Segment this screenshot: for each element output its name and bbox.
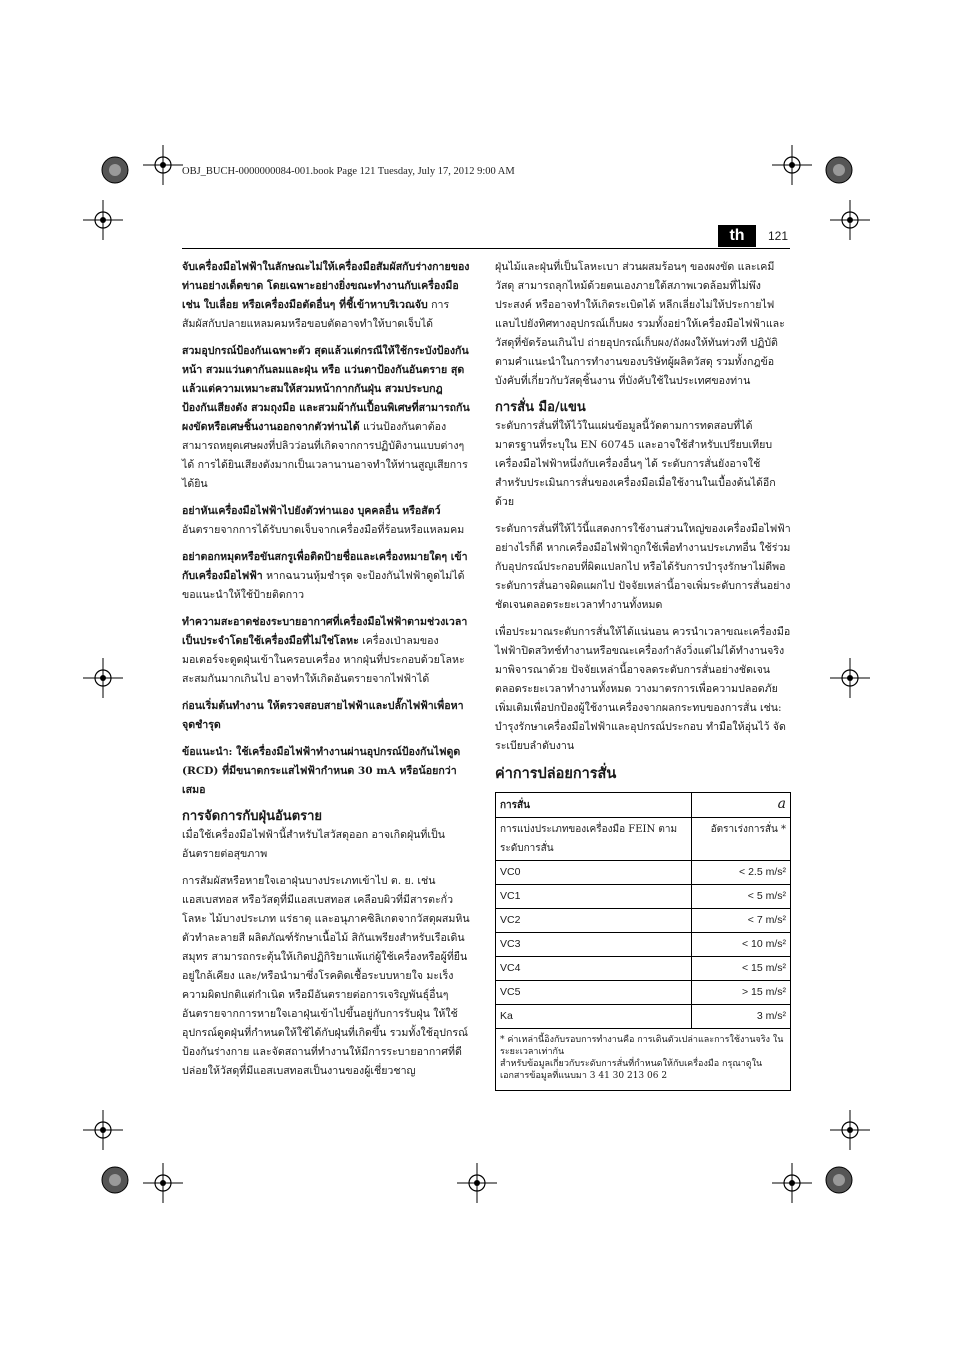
- table-row: [496, 1029, 791, 1091]
- table-desc-value: อัตราเร่งการสั่น *: [692, 818, 791, 861]
- table-head-label: การสั่น: [496, 793, 692, 818]
- paragraph: [182, 502, 472, 540]
- paragraph: [182, 743, 472, 800]
- table-cell-value: < 10 m/s²: [692, 933, 791, 957]
- table-footnote: [496, 1029, 791, 1091]
- registration-mark-icon: [83, 658, 123, 698]
- color-bar-circle-icon: [825, 156, 853, 184]
- color-bar-circle-icon: [101, 156, 129, 184]
- table-row: [496, 885, 791, 909]
- right-column: [495, 258, 791, 1091]
- paragraph: เพื่อประมาณระดับการสั่นให้ได้แน่นอน ควรนำเวลาขณะเครื่องมือไฟฟ้าปิดสวิทช์ทำงานหรือขณะเครื่องกำลังวิ่งแต่ไม่ได้ทำงานจริงมาพิจารณาด้วย ปัจจัยเหล่านี้อาจลดระดับการสั่นอย่างชัดเจนตลอดระยะเวลาทำงานทั้งหมด วางมาตรการเพื่อความปลอดภัยเพิ่มเติมเพื่อปกป้องผู้ใช้งานเครื่องจากผลกระทบของการสั่น เช่น: บำรุงรักษาเครื่องมือไฟฟ้าและอุปกรณ์ประกอบ ทำมือให้อุ่นไว้ จัดระเบียบลำดับงาน: [495, 626, 791, 752]
- footnote-line: สำหรับข้อมูลเกี่ยวกับระดับการสั่นที่กำหนดให้กับเครื่องมือ กรุณาดูในเอกสารข้อมูลที่แนบมา 3 41 30 213 06 2: [500, 1059, 763, 1081]
- table-row: [496, 818, 791, 861]
- table-cell-class: VC2: [496, 909, 692, 933]
- section-heading-emission: ค่าการปล่อยการสั่น: [495, 765, 617, 782]
- vibration-table: [495, 792, 791, 1091]
- bold-text: สวมอุปกรณ์ป้องกันเฉพาะตัว สุดแล้วแต่กรณีให้ใช้กระบังป้องกันหน้า สวมแว่นตากันลมและฝุ่น หรือ แว่นตาป้องกันอันตราย สุดแล้วแต่ความเหมาะสมให้สวมหน้ากากกันฝุ่น สวมประบกฎป้องกันเสียงดัง สวมถุงมือ และสวมผ้ากันเปื้อนพิเศษที่สามารถกันผงขัดหรือเศษชิ้นงานออกจากตัวท่านได้: [182, 345, 470, 433]
- body-text: อันตรายจากการได้รับบาดเจ็บจากเครื่องมือที่ร้อนหรือแหลมคม: [182, 524, 465, 536]
- table-cell-value: > 15 m/s²: [692, 981, 791, 1005]
- table-cell-class: VC1: [496, 885, 692, 909]
- paragraph: [182, 342, 472, 494]
- bold-text: ก่อนเริ่มต้นทำงาน ให้ตรวจสอบสายไฟฟ้าและปลั๊กไฟฟ้าเพื่อหาจุดชำรุด: [182, 700, 464, 731]
- paragraph: [182, 548, 472, 605]
- table-row: [496, 981, 791, 1005]
- table-cell-class: VC5: [496, 981, 692, 1005]
- table-cell-value: < 2.5 m/s²: [692, 861, 791, 885]
- table-row: [496, 861, 791, 885]
- table-row: [496, 1005, 791, 1029]
- color-bar-circle-icon: [101, 1166, 129, 1194]
- paragraph: เมื่อใช้เครื่องมือไฟฟ้านี้สำหรับไสวัสดุออก อาจเกิดฝุ่นที่เป็นอันตรายต่อสุขภาพ: [182, 829, 445, 860]
- paragraph: [182, 613, 472, 689]
- bold-text: อย่าหันเครื่องมือไฟฟ้าไปยังตัวท่านเอง บุคคลอื่น หรือสัตว์: [182, 505, 441, 517]
- paragraph: ฝุ่นไม้และฝุ่นที่เป็นโลหะเบา ส่วนผสมร้อนๆ ของผงขัด และเคมีวัสดุ สามารถลุกไหม้ด้วยตนเองภายใต้สภาพเวดล้อมที่ไม่พึงประสงค์ หรืออาจทำให้เกิดระเบิดได้ หลีกเลี่ยงไม่ให้ประกายไฟแลบไปยังทิศทางอุปกรณ์เก็บผง รวมทั้งอย่าให้เครื่องมือไฟฟ้าและวัสดุที่ขัดร้อนเกินไป ถ่ายอุปกรณ์เก็บผง/ถังผงให้ทันท่วงที ปฏิบัติตามคำแนะนำในการทำงานของบริษัทผู้ผลิตวัสดุ รวมทั้งกฎข้อบังคับที่เกี่ยวกับวัสดุชิ้นงาน ที่บังคับใช้ในประเทศของท่าน: [495, 261, 785, 387]
- page-number: 121: [768, 229, 789, 243]
- section-heading-dust: การจัดการกับฝุ่นอันตราย: [182, 809, 323, 824]
- paragraph: ระดับการสั่นที่ให้ไว้ในแผ่นข้อมูลนี้วัดตามการทดสอบที่ได้มาตรฐานที่ระบุใน EN 60745 และอาจใช้สำหรับเปรียบเทียบเครื่องมือไฟฟ้าหนึ่งกับเครื่องอื่นๆ ได้ ระดับการสั่นยังอาจใช้สำหรับประเมินการสั่นของเครื่องมือเมื่อใช้งานในเบื้องต้นได้อีกด้วย: [495, 420, 776, 508]
- registration-mark-icon: [830, 200, 870, 240]
- table-row: [496, 933, 791, 957]
- table-cell-class: VC3: [496, 933, 692, 957]
- table-cell-class: VC4: [496, 957, 692, 981]
- table-cell-value: < 5 m/s²: [692, 885, 791, 909]
- paragraph: ระดับการสั่นที่ให้ไว้นี้แสดงการใช้งานส่วนใหญ่ของเครื่องมือไฟฟ้า อย่างไรก็ดี หากเครื่องมือไฟฟ้าถูกใช้เพื่อทำงานประเภทอื่น ใช้ร่วมกับอุปกรณ์ประกอบที่ผิดแปลกไป หรือได้รับการบำรุงรักษาไม่ดีพอ ระดับการสั่นอาจผิดแผกไป ปัจจัยเหล่านี้อาจเพิ่มระดับการสั่นอย่างชัดเจนตลอดระยะเวลาทำงานทั้งหมด: [495, 523, 791, 611]
- table-cell-value: < 15 m/s²: [692, 957, 791, 981]
- bold-text: จับเครื่องมือไฟฟ้าในลักษณะไม่ให้เครื่องมือสัมผัสกับร่างกายของท่านอย่างเด็ดขาด โดยเฉพาะอย่างยิ่งขณะทำงานกับเครื่องมือ เช่น ใบเลื่อย หรือเครื่องมือตัดอื่นๆ ที่ชี้เข้าหาบริเวณจับ: [182, 261, 470, 311]
- paragraph: [182, 697, 472, 735]
- registration-mark-icon: [830, 658, 870, 698]
- symbol-a: a: [777, 796, 786, 812]
- table-cell-value: 3 m/s²: [692, 1005, 791, 1029]
- registration-mark-icon: [772, 145, 812, 185]
- bold-text: อย่าตอกหมุดหรือขันสกรูเพื่อติดป้ายชื่อและเครื่องหมายใดๆ เข้ากับเครื่องมือไฟฟ้า: [182, 551, 468, 582]
- section-heading-vibration: การสั่น มือ/แขน: [495, 400, 586, 415]
- table-row: [496, 909, 791, 933]
- footnote-line: * ค่าเหล่านี้อิงกับรอบการทำงานคือ การเดินตัวเปล่าและการใช้งานจริง ในระยะเวลาเท่ากัน: [500, 1035, 784, 1057]
- table-cell-class: VC0: [496, 861, 692, 885]
- registration-mark-icon: [83, 200, 123, 240]
- registration-mark-icon: [83, 1110, 123, 1150]
- registration-mark-icon: [830, 1110, 870, 1150]
- header-rule: [182, 248, 790, 249]
- registration-mark-icon: [772, 1163, 812, 1203]
- registration-mark-icon: [143, 1163, 183, 1203]
- bold-text: ข้อแนะนำ: ใช้เครื่องมือไฟฟ้าทำงานผ่านอุปกรณ์ป้องกันไฟดูด (RCD) ที่มีขนาดกระแสไฟฟ้ากำหนด 30 mA หรือน้อยกว่าเสมอ: [182, 746, 461, 796]
- left-column: [182, 258, 472, 1089]
- table-cell-value: < 7 m/s²: [692, 909, 791, 933]
- paragraph: การสัมผัสหรือหายใจเอาฝุ่นบางประเภทเข้าไป ต. ย. เช่น แอสเบสทอส หรือวัสดุที่มีแอสเบสทอส เคลือบผิวที่มีสารตะกั่ว โลหะ ไม้บางประเภท แร่ธาตุ และอนุภาคซิลิเกตจากวัสดุผสมหิน ตัวทำละลายสี ผลิตภัณฑ์รักษาเนื้อไม้ สิกันเพรียงสำหรับเรือเดินสมุทร สามารถกระตุ้นให้เกิดปฏิกิริยาแพ้แก่ผู้ใช้เครื่องหรือผู้ที่ยืนอยู่ใกล้เคียง และ/หรือนำมาซึ่งโรคติดเชื้อระบบหายใจ มะเร็ง ความผิดปกติแต่กำเนิด หรือมีอันตรายต่อการเจริญพันธุ์อื่นๆ อันตรายจากการหายใจเอาฝุ่นเข้าไปขึ้นอยู่กับการรับฝุ่น ให้ใช้อุปกรณ์ดูดฝุ่นที่กำหนดให้ใช้ได้กับฝุ่นที่เกิดขึ้น รวมทั้งใช้อุปกรณ์ป้องกันร่างกาย และจัดสถานที่ทำงานให้มีการระบายอากาศที่ดี ปล่อยให้วัสดุที่มีแอสเบสทอสเป็นงานของผู้เชี่ยวชาญ: [182, 875, 470, 1077]
- paragraph: [182, 258, 472, 334]
- registration-mark-icon: [143, 145, 183, 185]
- table-row: [496, 793, 791, 818]
- table-cell-class: Ka: [496, 1005, 692, 1029]
- body-text: การสัมผัสกับปลายแหลมคมหรือขอบตัดอาจทำให้บาดเจ็บได้: [182, 299, 450, 330]
- book-info-line: OBJ_BUCH-0000000084-001.book Page 121 Tuesday, July 17, 2012 9:00 AM: [182, 166, 515, 177]
- body-text: หากฉนวนหุ้มชำรุด จะป้องกันไฟฟ้าดูดไม่ได้ ขอแนะนำให้ใช้ป้ายติดกาว: [182, 570, 465, 601]
- table-row: [496, 957, 791, 981]
- body-text: เครื่องเป่าลมของมอเตอร์จะดูดฝุ่นเข้าในครอบเครื่อง หากฝุ่นที่ประกอบด้วยโลหะสะสมกันมากเกินไป อาจทำให้เกิดอันตรายจากไฟฟ้าได้: [182, 635, 465, 685]
- registration-mark-icon: [457, 1163, 497, 1203]
- language-badge: th: [718, 225, 756, 247]
- body-text: แว่นป้องกันตาต้องสามารถหยุดเศษผงที่ปลิวว่อนที่เกิดจากการปฏิบัติงานแบบต่างๆ ได้ การได้ยินเสียงดังมากเป็นเวลานานอาจทำให้ท่านสูญเสียการได้ยิน: [182, 421, 468, 490]
- color-bar-circle-icon: [825, 1166, 853, 1194]
- table-head-symbol: [692, 793, 791, 818]
- bold-text: ทำความสะอาดช่องระบายอากาศที่เครื่องมือไฟฟ้าตามช่วงเวลาเป็นประจำโดยใช้เครื่องมือที่ไม่ใช่โลหะ: [182, 616, 468, 647]
- table-desc: การแบ่งประเภทของเครื่องมือ FEIN ตามระดับการสั่น: [496, 818, 692, 861]
